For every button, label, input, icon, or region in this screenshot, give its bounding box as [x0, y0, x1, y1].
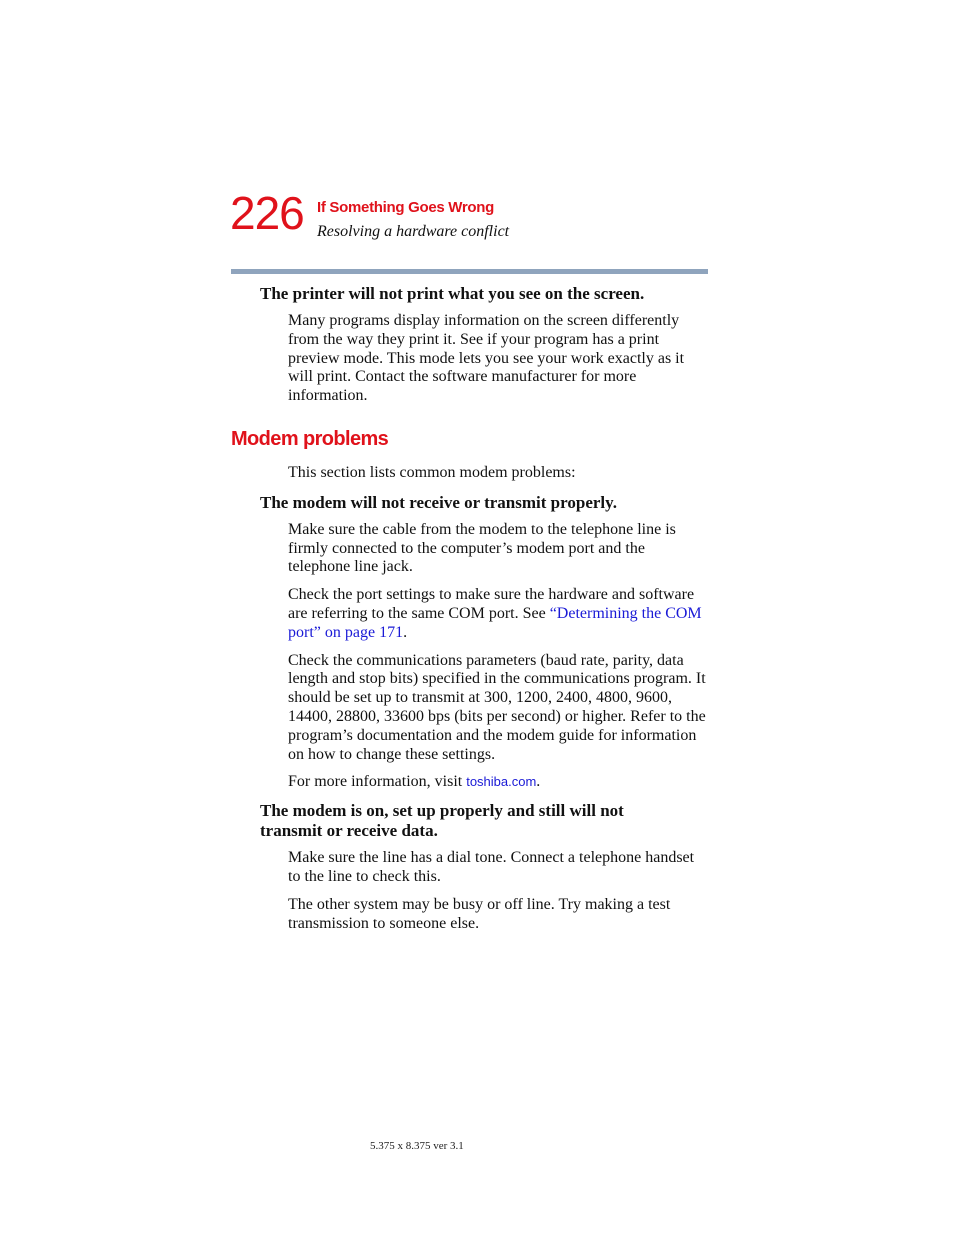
busy-paragraph: The other system may be busy or off line. Try making a test transmission to someone else.: [288, 895, 671, 932]
page-content: [231, 284, 711, 942]
section-subtitle: Resolving a hardware conflict: [317, 223, 510, 240]
port-settings-paragraph: [288, 586, 710, 642]
printer-heading: The printer will not print what you see on the screen.: [260, 284, 645, 303]
page-number: 226: [230, 187, 304, 239]
toshiba-link[interactable]: toshiba.com: [466, 774, 537, 790]
printer-body: Many programs display information on the screen differently from the way they print it. See if your program has a print preview mode. This mode lets you see your work exactly as it will print. Contact the software manufacturer for more information.: [288, 312, 685, 405]
dial-tone-paragraph: Make sure the line has a dial tone. Connect a telephone handset to the line to check this.: [288, 849, 695, 885]
chapter-title: If Something Goes Wrong: [317, 199, 494, 216]
more-info-text: For more information, visit: [288, 773, 467, 791]
modem-intro: This section lists common modem problems:: [288, 463, 576, 481]
modem-on-heading: The modem is on, set up properly and still will not transmit or receive data.: [260, 801, 624, 841]
more-info-end: .: [536, 773, 541, 791]
modem-section-title: Modem problems: [231, 427, 389, 450]
footer-version: 5.375 x 8.375 ver 3.1: [370, 1140, 464, 1152]
more-info-paragraph: [288, 773, 710, 792]
modem-receive-heading: The modem will not receive or transmit properly.: [260, 492, 617, 512]
port-settings-end: .: [403, 623, 408, 641]
parameters-paragraph: Check the communications parameters (baud rate, parity, data length and stop bits) specified in the communications program. It should be set up to transmit at 300, 1200, 2400, 4800, 9600, 14400, 28800, 33600 bps (bits per second) or higher. Refer to the program’s documentation and the modem guide for information on how to change these settings.: [288, 651, 706, 763]
header-rule: [231, 269, 708, 274]
com-port-link[interactable]: “Determining the COM port” on page 171: [288, 604, 702, 641]
cable-paragraph: Make sure the cable from the modem to the telephone line is firmly connected to the computer’s modem port and the telephone line jack.: [288, 520, 676, 576]
port-settings-text: Check the port settings to make sure the hardware and software are referring to the same COM port. See: [288, 586, 695, 622]
